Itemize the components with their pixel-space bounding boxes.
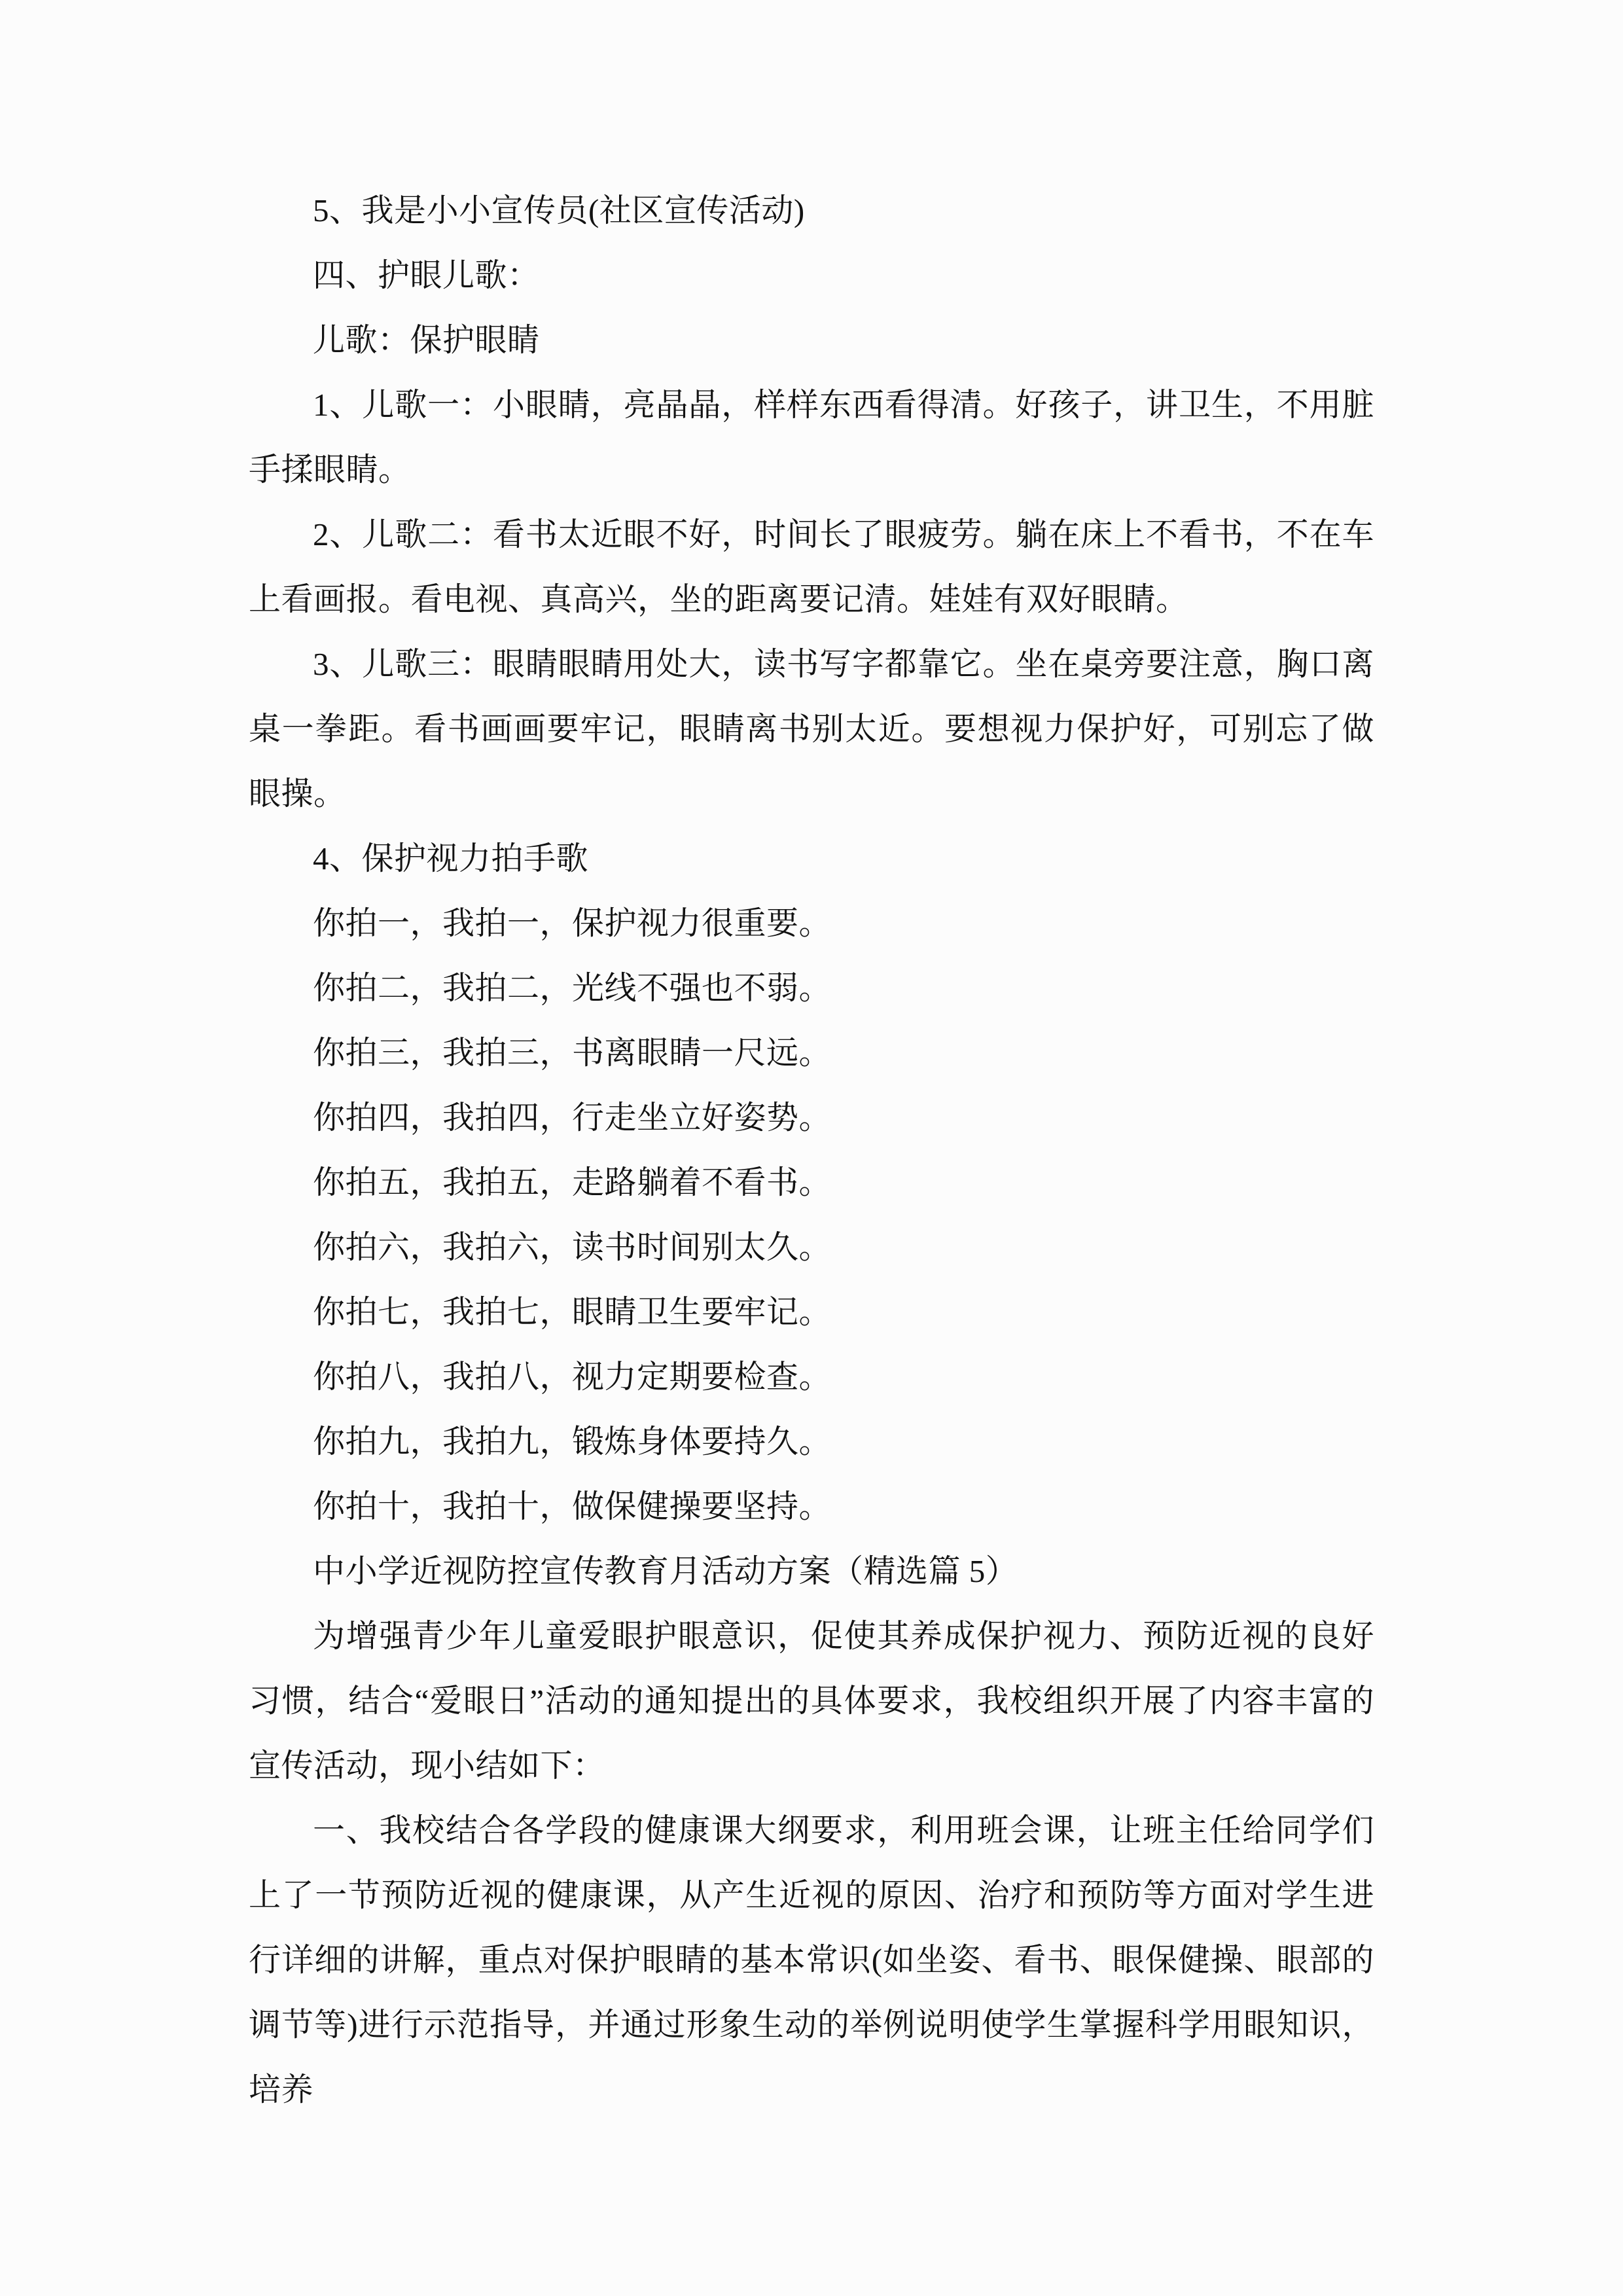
paragraph: 儿歌：保护眼睛 (313, 322, 540, 358)
paragraph: 你拍十，我拍十，做保健操要坚持。 (313, 1488, 832, 1524)
paragraph: 一、我校结合各学段的健康课大纲要求，利用班会课，让班主任给同学们上了一节预防近视的健康课，从产生近视的原因、治疗和预防等方面对学生进行详细的讲解，重点对保护眼睛的基本常识(如坐姿、看书、眼保健操、眼部的调节等)进行示范指导，并通过形象生动的举例说明使学生掌握科学用眼知识，培养 (249, 1812, 1374, 2108)
paragraph: 4、保护视力拍手歌 (313, 840, 589, 876)
paragraph: 你拍四，我拍四，行走坐立好姿势。 (313, 1100, 832, 1136)
paragraph: 你拍九，我拍九，锻炼身体要持久。 (313, 1424, 832, 1460)
document-body (249, 178, 1374, 2122)
paragraph: 你拍七，我拍七，眼睛卫生要牢记。 (313, 1294, 832, 1330)
paragraph: 你拍一，我拍一，保护视力很重要。 (313, 905, 832, 941)
paragraph: 你拍三，我拍三，书离眼睛一尺远。 (313, 1035, 832, 1071)
paragraph: 你拍二，我拍二，光线不强也不弱。 (313, 970, 832, 1006)
paragraph: 你拍六，我拍六，读书时间别太久。 (313, 1229, 832, 1265)
paragraph: 5、我是小小宣传员(社区宣传活动) (313, 192, 805, 228)
paragraph: 你拍五，我拍五，走路躺着不看书。 (313, 1164, 832, 1200)
paragraph: 中小学近视防控宣传教育月活动方案（精选篇 5） (313, 1553, 1018, 1589)
paragraph: 1、儿歌一：小眼睛，亮晶晶，样样东西看得清。好孩子，讲卫生，不用脏手揉眼睛。 (249, 387, 1374, 488)
paragraph: 你拍八，我拍八，视力定期要检查。 (313, 1359, 832, 1395)
paragraph: 2、儿歌二：看书太近眼不好，时间长了眼疲劳。躺在床上不看书，不在车上看画报。看电视、真高兴，坐的距离要记清。娃娃有双好眼睛。 (249, 516, 1374, 617)
paragraph: 四、护眼儿歌： (313, 257, 540, 293)
paragraph: 为增强青少年儿童爱眼护眼意识，促使其养成保护视力、预防近视的良好习惯，结合“爱眼日”活动的通知提出的具体要求，我校组织开展了内容丰富的宣传活动，现小结如下： (249, 1618, 1374, 1784)
paragraph: 3、儿歌三：眼睛眼睛用处大，读书写字都靠它。坐在桌旁要注意，胸口离桌一拳距。看书画画要牢记，眼睛离书别太近。要想视力保护好，可别忘了做眼操。 (249, 646, 1374, 812)
